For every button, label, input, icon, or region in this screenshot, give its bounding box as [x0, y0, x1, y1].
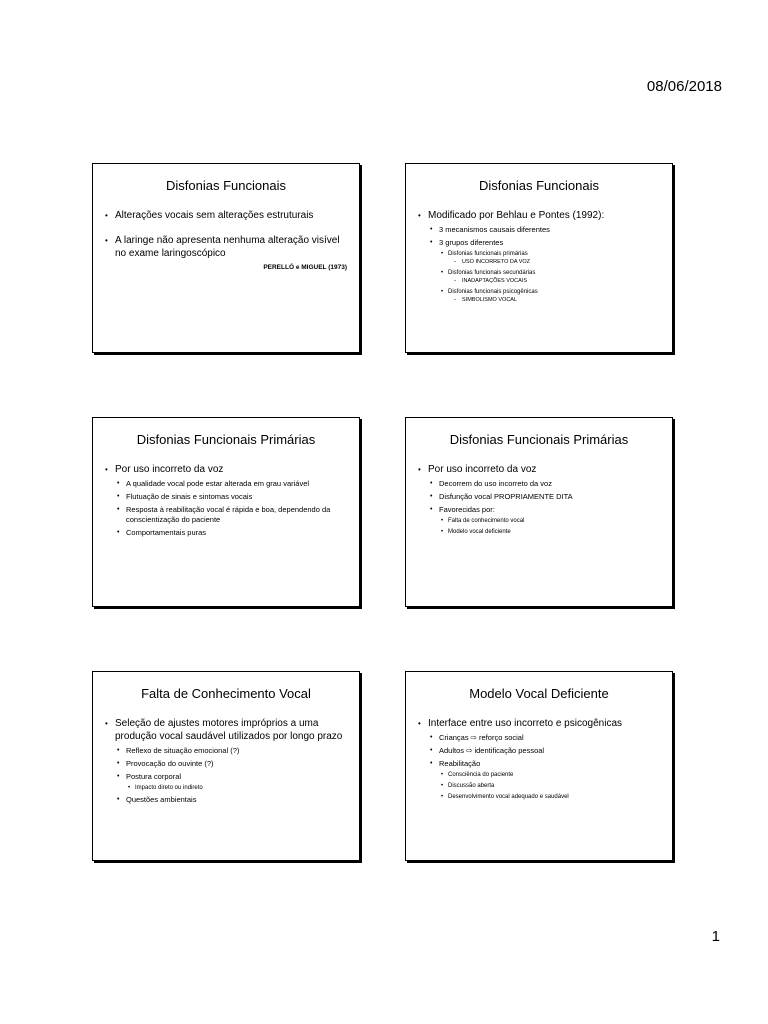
bullet-list: [418, 209, 662, 304]
bullet-list: [418, 463, 662, 536]
slide-thumbnail-3: [92, 417, 360, 607]
bullet-text: Por uso incorreto da voz: [115, 464, 224, 475]
bullet-list: [105, 463, 349, 538]
sub-sub-bullet-item: • Modelo vocal deficiente: [441, 528, 662, 536]
page-date: 08/06/2018: [646, 78, 722, 95]
sub-sub-bullet-item: • Consciência do paciente: [441, 771, 662, 779]
bullet-text: Interface entre uso incorreto e psicogênicas: [428, 718, 622, 729]
dash-item: - INADAPTAÇÕES VOCAIS: [454, 278, 662, 285]
sub-bullet-text: Reabilitação: [439, 759, 481, 768]
sub-bullet-item: [117, 772, 349, 792]
slide-thumbnail-5: [92, 671, 360, 861]
bullet-item: [418, 717, 662, 801]
sub-sub-bullet-item: [441, 250, 662, 266]
sub-sub-bullet-text: Disfonias funcionais primárias: [448, 251, 528, 257]
sub-bullet-item: • Flutuação de sinais e sintomas vocais: [117, 492, 349, 502]
sub-bullet-item: • Adultos ⇨ identificação pessoal: [430, 746, 662, 756]
sub-bullet-item: [430, 759, 662, 801]
bullet-item: • Alterações vocais sem alterações estruturais: [105, 209, 349, 222]
slide-title: Disfonias Funcionais: [479, 178, 599, 193]
sub-bullet-item: • Decorrem do uso incorreto da voz: [430, 479, 662, 489]
sub-bullet-item: • Provocação do ouvinte (?): [117, 759, 349, 769]
sub-bullet-item: • 3 mecanismos causais diferentes: [430, 225, 662, 235]
dash-list: [454, 278, 662, 285]
slide-thumbnail-6: [405, 671, 673, 861]
dash-item: - SIMBOLISMO VOCAL: [454, 297, 662, 304]
slide-title: Modelo Vocal Deficiente: [469, 686, 609, 701]
sub-sub-bullet-list: [441, 771, 662, 801]
sub-sub-bullet-item: [441, 269, 662, 285]
sub-sub-bullet-item: • Desenvolvimento vocal adequado e saudável: [441, 793, 662, 801]
bullet-item: [418, 463, 662, 536]
bullet-item: [105, 717, 349, 805]
sub-bullet-item: • Disfunção vocal PROPRIAMENTE DITA: [430, 492, 662, 502]
bullet-item: [105, 463, 349, 538]
slide-title: Disfonias Funcionais Primárias: [449, 432, 629, 447]
sub-sub-bullet-text: Disfonias funcionais psicogênicas: [448, 289, 538, 295]
sub-bullet-list: [430, 479, 662, 536]
citation: PERELLÓ e MIGUEL (1973): [263, 264, 347, 271]
dash-list: [454, 297, 662, 304]
page-number: 1: [711, 928, 720, 945]
slide-title: Falta de Conhecimento Vocal: [141, 686, 311, 701]
sub-sub-bullet-item: • Impacto direto ou indireto: [128, 784, 349, 792]
bullet-list: [418, 717, 662, 801]
sub-bullet-text: Postura corporal: [126, 772, 182, 781]
sub-bullet-list: [117, 746, 349, 805]
sub-bullet-item: [430, 505, 662, 536]
bullet-text: Por uso incorreto da voz: [428, 464, 537, 475]
sub-bullet-text: Favorecidas por:: [439, 505, 495, 514]
sub-bullet-item: • Resposta à reabilitação vocal é rápida e boa, dependendo da conscientização do paciente: [117, 505, 349, 525]
slide-title: Disfonias Funcionais Primárias: [136, 432, 316, 447]
bullet-list: [105, 717, 349, 805]
sub-sub-bullet-item: • Falta de conhecimento vocal: [441, 517, 662, 525]
sub-sub-bullet-list: [441, 250, 662, 304]
sub-sub-bullet-text: Disfonias funcionais secundárias: [448, 270, 536, 276]
sub-bullet-list: [430, 225, 662, 304]
bullet-list: [105, 209, 349, 260]
slide-thumbnail-2: [405, 163, 673, 353]
sub-sub-bullet-list: [441, 517, 662, 536]
sub-bullet-item: • Questões ambientais: [117, 795, 349, 805]
dash-item: - USO INCORRETO DA VOZ: [454, 259, 662, 266]
sub-bullet-item: • Reflexo de situação emocional (?): [117, 746, 349, 756]
slide-thumbnail-4: [405, 417, 673, 607]
sub-bullet-list: [430, 733, 662, 801]
bullet-text: Modificado por Behlau e Pontes (1992):: [428, 210, 605, 221]
sub-bullet-item: [430, 238, 662, 304]
sub-sub-bullet-list: [128, 784, 349, 792]
sub-sub-bullet-item: • Discussão aberta: [441, 782, 662, 790]
bullet-item: • A laringe não apresenta nenhuma alteração visível no exame laringoscópico: [105, 234, 349, 260]
sub-bullet-item: • A qualidade vocal pode estar alterada em grau variável: [117, 479, 349, 489]
sub-bullet-text: 3 grupos diferentes: [439, 238, 504, 247]
sub-sub-bullet-item: [441, 288, 662, 304]
slide-title: Disfonias Funcionais: [166, 178, 286, 193]
bullet-item: [418, 209, 662, 304]
bullet-text: Seleção de ajustes motores impróprios a uma produção vocal saudável utilizados por longo prazo: [115, 718, 343, 742]
sub-bullet-list: [117, 479, 349, 538]
sub-bullet-item: • Crianças ⇨ reforço social: [430, 733, 662, 743]
dash-list: [454, 259, 662, 266]
sub-bullet-item: • Comportamentais puras: [117, 528, 349, 538]
slide-thumbnail-1: [92, 163, 360, 353]
